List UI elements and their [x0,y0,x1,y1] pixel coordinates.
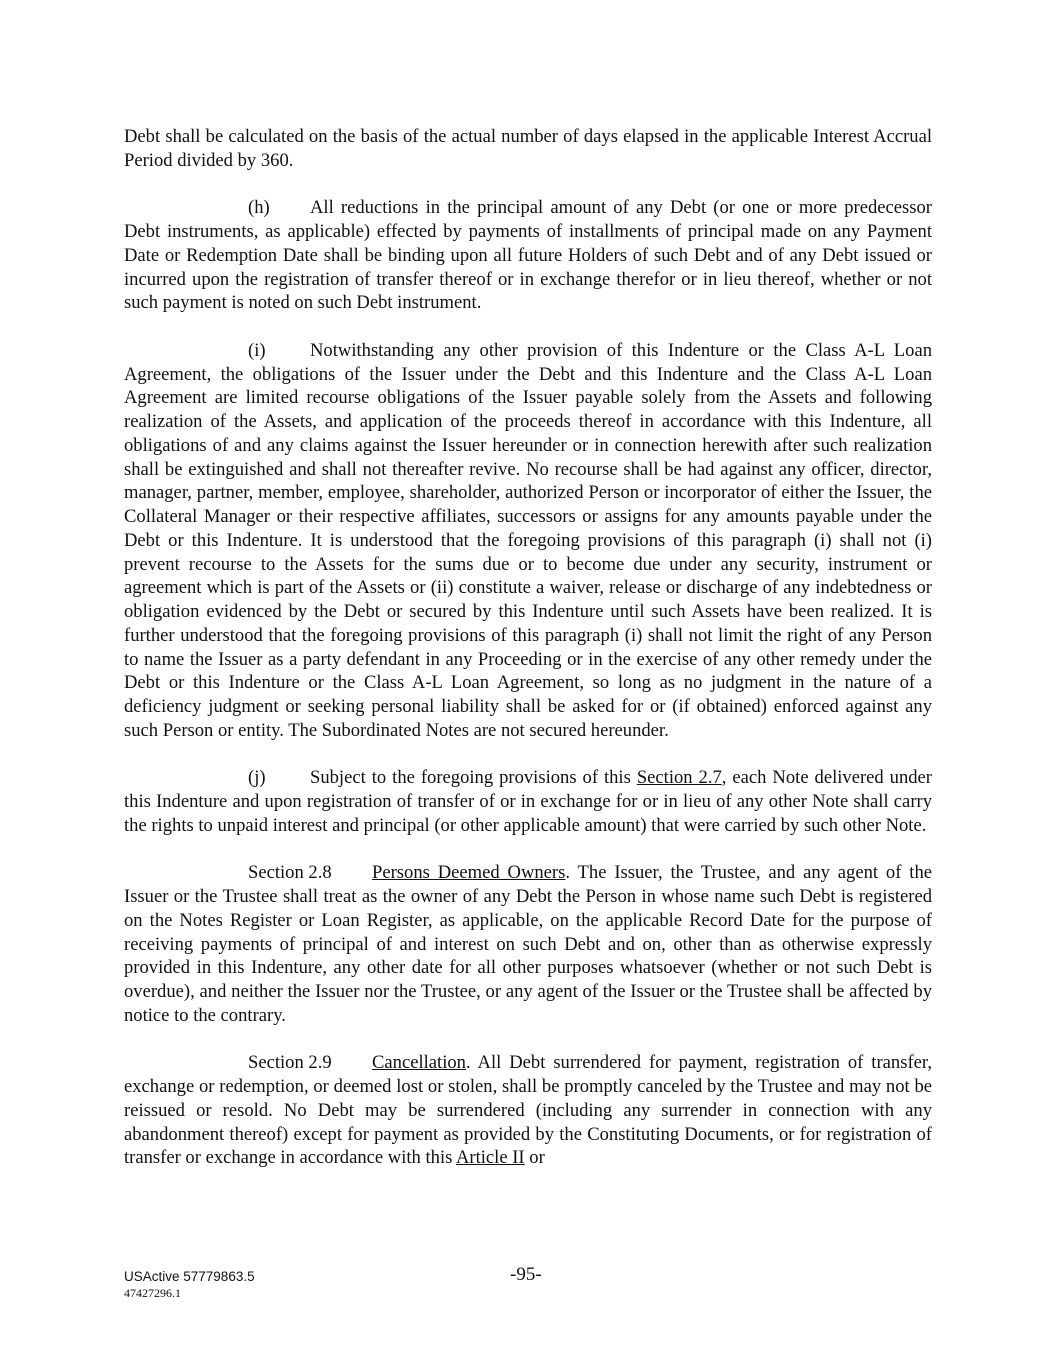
doc-id: USActive 57779863.5 [124,1269,255,1284]
section-text: or [524,1147,545,1169]
paragraph-text: , each Note delivered under this Indenture and upon registration of transfer of or in exchange for or in lieu of any other Note shall carry the rights to unpaid interest and principal (or other applicable amount) that were carried by such other Note. [124,767,932,836]
paragraph-h [124,196,932,315]
sub-doc-id: 47427296.1 [124,1286,181,1300]
document-page [124,125,932,1194]
section-text: . The Issuer, the Trustee, and any agent of the Issuer or the Trustee shall treat as the owner of any Debt the Person in whose name such Debt is registered on the Notes Register or Loan Register, as applicable, on the applicable Record Date for the purpose of receiving payments of principal of and interest on such Debt and on, other than as otherwise expressly provided in this Indenture, any other date for all other purposes whatsoever (whether or not such Debt is overdue), and neither the Issuer nor the Trustee, or any agent of the Issuer or the Trustee shall be affected by notice to the contrary. [124,862,932,1026]
section-number: Section 2.9 [248,1052,332,1074]
paragraph-label: (h) [248,197,270,219]
section-2-7-reference: Section 2.7 [636,767,722,789]
section-2-9 [124,1051,932,1170]
footer-document-id [124,1268,255,1302]
paragraph-label: (j) [248,767,266,789]
page-number: -95- [510,1264,542,1285]
paragraph-continuation: Debt shall be calculated on the basis of the actual number of days elapsed in the applicable Interest Accrual Period divided by 360. [124,126,932,171]
section-2-8 [124,861,932,1027]
paragraph-text: Subject to the foregoing provisions of this [310,767,637,789]
paragraph-label: (i) [248,339,266,361]
paragraph-i [124,339,932,743]
paragraph-j [124,766,932,837]
paragraph-text: All reductions in the principal amount of any Debt (or one or more predecessor Debt instruments, as applicable) effected by payments of installments of principal made on any Payment Date or Redemption Date shall be binding upon all future Holders of such Debt and of any Debt issued or incurred upon the registration of transfer thereof or in exchange therefor or in lieu thereof, whether or not such payment is noted on such Debt instrument. [124,197,932,314]
section-number: Section 2.8 [248,862,332,884]
section-title: Cancellation [372,1052,466,1074]
article-ii-reference: Article II [455,1147,525,1169]
paragraph-text: Notwithstanding any other provision of this Indenture or the Class A-L Loan Agreement, the obligations of the Issuer under the Debt and this Indenture and the Class A-L Loan Agreement are limited recourse obligations of the Issuer payable solely from the Assets and following realization of the Assets, and application of the proceeds thereof in accordance with this Indenture, all obligations of and any claims against the Issuer hereunder or in connection herewith after such realization shall be extinguished and shall not thereafter revive. No recourse shall be had against any officer, director, manager, partner, member, employee, shareholder, authorized Person or incorporator of either the Issuer, the Collateral Manager or their respective affiliates, successors or assigns for any amounts payable under the Debt or this Indenture. It is understood that the foregoing provisions of this paragraph (i) shall not (i) prevent recourse to the Assets for the sums due or to become due under any security, instrument or agreement which is part of the Assets or (ii) constitute a waiver, release or discharge of any indebtedness or obligation evidenced by the Debt or secured by this Indenture until such Assets have been realized. It is further understood that the foregoing provisions of this paragraph (i) shall not limit the right of any Person to name the Issuer as a party defendant in any Proceeding or in the exercise of any other remedy under the Debt or this Indenture or the Class A-L Loan Agreement, so long as no judgment in the nature of a deficiency judgment or seeking personal liability shall be asked for or (if obtained) enforced against any such Person or entity. The Subordinated Notes are not secured hereunder. [124,339,932,741]
section-title: Persons Deemed Owners [372,862,566,884]
section-text: . All Debt surrendered for payment, registration of transfer, exchange or redemption, or deemed lost or stolen, shall be promptly canceled by the Trustee and may not be reissued or resold. No Debt may be surrendered (including any surrender in connection with any abandonment thereof) except for payment as provided by the Constituting Documents, or for registration of transfer or exchange in accordance with this [124,1052,932,1169]
